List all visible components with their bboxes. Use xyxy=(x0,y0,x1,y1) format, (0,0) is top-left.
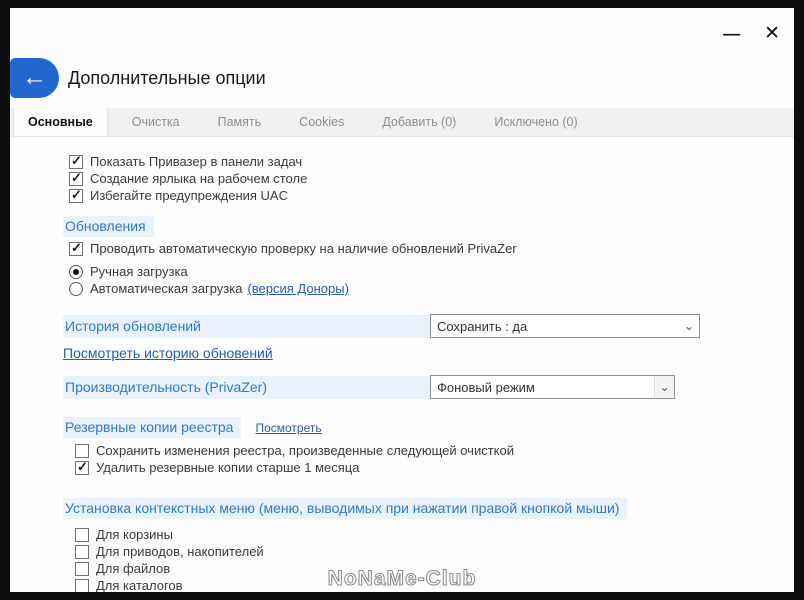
registry-options-group xyxy=(75,444,764,475)
chevron-down-icon: ⌄ xyxy=(679,315,699,337)
watermark: NoNaMe-Club xyxy=(327,567,477,590)
radio-label: Автоматическая загрузка xyxy=(90,281,243,296)
context-menu-recycle-bin-checkbox[interactable] xyxy=(75,528,89,542)
registry-backups-heading: Резервные копии реестра xyxy=(63,417,241,438)
checkbox-label: Создание ярлыка на рабочем столе xyxy=(90,171,308,186)
tab-pamyat[interactable]: Память xyxy=(217,115,262,129)
page-header xyxy=(10,58,794,98)
avoid-uac-checkbox[interactable] xyxy=(69,189,83,203)
download-mode-group xyxy=(69,265,764,296)
registry-backups-row xyxy=(63,417,764,438)
radio-label: Ручная загрузка xyxy=(90,264,188,279)
auto-download-radio[interactable] xyxy=(69,282,83,296)
tab-cookies[interactable]: Cookies xyxy=(299,115,345,129)
context-menus-heading: Установка контекстных меню (меню, выводимых при нажатии правой кнопкой мыши) xyxy=(63,498,627,519)
manual-download-radio[interactable] xyxy=(69,265,83,279)
checkbox-row xyxy=(69,172,764,186)
tab-ochistka[interactable]: Очистка xyxy=(131,115,180,129)
options-window xyxy=(10,8,794,592)
general-options-group xyxy=(69,155,764,203)
checkbox-label: Избегайте предупреждения UAC xyxy=(90,188,288,203)
tab-bar xyxy=(10,108,794,137)
checkbox-row xyxy=(69,155,764,169)
checkbox-label: Для корзины xyxy=(96,527,173,542)
view-registry-backups-link[interactable]: Посмотреть xyxy=(255,420,322,435)
select-value: Сохранить : да xyxy=(437,318,528,334)
tab-content xyxy=(10,137,794,592)
radio-row xyxy=(69,265,764,279)
view-update-history-link[interactable]: Посмотреть историю обновений xyxy=(63,345,273,361)
tab-osnovnye[interactable]: Основные xyxy=(13,108,108,136)
show-privazer-taskbar-checkbox[interactable] xyxy=(69,155,83,169)
close-icon[interactable]: ✕ xyxy=(764,23,780,44)
tab-isklyucheno[interactable]: Исключено (0) xyxy=(494,115,578,129)
update-history-select[interactable] xyxy=(430,314,700,338)
tab-dobavit[interactable]: Добавить (0) xyxy=(382,115,457,129)
checkbox-label: Сохранить изменения реестра, произведенные следующей очисткой xyxy=(96,443,514,458)
update-history-row xyxy=(63,314,764,338)
donors-version-link[interactable]: (версия Доноры) xyxy=(247,281,349,296)
desktop-shortcut-checkbox[interactable] xyxy=(69,172,83,186)
checkbox-label: Показать Привазер в панели задач xyxy=(90,154,303,169)
update-history-heading: История обновлений xyxy=(63,315,430,338)
checkbox-label: Удалить резервные копии старше 1 месяца xyxy=(96,460,360,475)
checkbox-row xyxy=(75,528,764,542)
checkbox-row xyxy=(75,444,764,458)
checkbox-label: Для каталогов xyxy=(96,578,183,592)
checkbox-label: Проводить автоматическую проверку на наличие обновлений PrivaZer xyxy=(90,241,517,256)
auto-update-check-checkbox[interactable] xyxy=(69,242,83,256)
window-controls xyxy=(723,24,780,43)
performance-select[interactable] xyxy=(430,375,675,399)
checkbox-row xyxy=(69,189,764,203)
updates-section-heading: Обновления xyxy=(63,216,154,237)
chevron-down-icon: ⌄ xyxy=(654,376,674,398)
delete-old-backups-checkbox[interactable] xyxy=(75,461,89,475)
back-arrow-icon: ← xyxy=(22,62,47,91)
updates-group xyxy=(69,242,764,296)
context-menu-drives-checkbox[interactable] xyxy=(75,545,89,559)
checkbox-label: Для приводов, накопителей xyxy=(96,544,264,559)
back-button[interactable] xyxy=(10,58,59,98)
checkbox-row xyxy=(69,242,764,256)
performance-heading: Производительность (PrivaZer) xyxy=(63,376,430,399)
context-menu-files-checkbox[interactable] xyxy=(75,562,89,576)
page-title: Дополнительные опции xyxy=(68,67,266,88)
checkbox-row xyxy=(75,545,764,559)
checkbox-label: Для файлов xyxy=(96,561,171,576)
radio-row xyxy=(69,282,764,296)
minimize-icon[interactable]: — xyxy=(723,24,741,43)
keep-registry-changes-checkbox[interactable] xyxy=(75,444,89,458)
performance-row xyxy=(63,375,764,399)
context-menu-folders-checkbox[interactable] xyxy=(75,579,89,592)
checkbox-row xyxy=(75,461,764,475)
select-value: Фоновый режим xyxy=(437,379,535,395)
